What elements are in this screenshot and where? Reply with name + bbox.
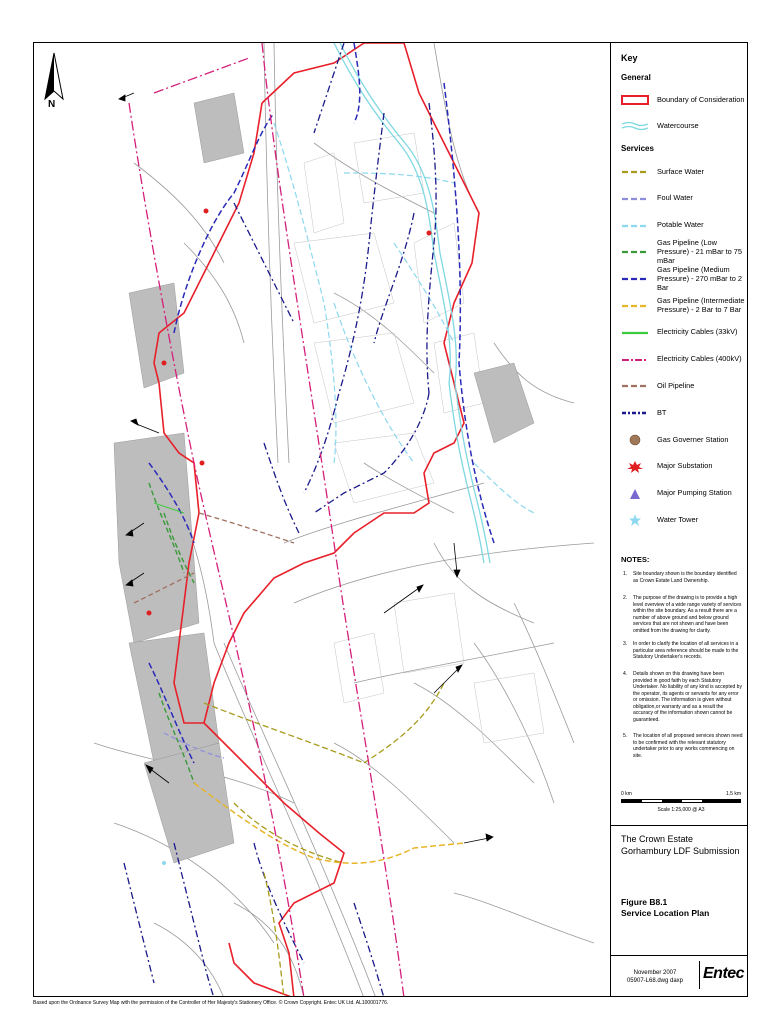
gas-governer-station-icon <box>621 433 649 445</box>
scale-bar-block <box>621 791 741 821</box>
notes-title: NOTES: <box>621 555 650 564</box>
field-boundaries <box>294 133 544 743</box>
legend-label: Major Substation <box>657 461 713 471</box>
gas-intermediate-pressure-line-icon <box>621 299 649 311</box>
scale-end-label: 1.5 km <box>725 791 741 797</box>
divider <box>611 825 747 826</box>
project-title: Gorhambury LDF Submission <box>621 846 740 856</box>
legend-label: Watercourse <box>657 120 699 130</box>
gas-medium-pressure-line-icon <box>621 272 649 284</box>
note-text: The location of all proposed services shown need to be confirmed with the relevant statutory undertaker prior to any works commencing on site. <box>633 733 743 759</box>
legend-label: Gas Pipeline (Intermediate Pressure) - 2 Bar to 7 Bar <box>657 296 745 314</box>
legend-item <box>621 213 746 237</box>
legend-item <box>621 320 746 344</box>
legend-item <box>621 507 746 531</box>
divider <box>611 955 747 956</box>
note-number: 4. <box>623 671 628 677</box>
map-area[interactable] <box>33 42 611 997</box>
surface-water-line-icon <box>621 165 649 177</box>
legend-label: Potable Water <box>657 220 704 230</box>
legend-label: BT <box>657 407 667 417</box>
legend-label: Electricity Cables (33kV) <box>657 327 738 337</box>
surface-water <box>204 683 444 997</box>
legend-item <box>621 373 746 397</box>
legend-label: Electricity Cables (400kV) <box>657 354 742 364</box>
note-number: 5. <box>623 733 628 739</box>
scale-segment <box>622 800 642 802</box>
watercourse <box>334 43 490 563</box>
legend-item <box>621 427 746 451</box>
legend-item <box>621 239 746 263</box>
note-text: Site boundary shown is the boundary identified as Crown Estate Land Ownership. <box>633 571 737 584</box>
gas-low-pressure-line-icon <box>621 245 649 257</box>
legend-item <box>621 481 746 505</box>
legend-label: Gas Pipeline (Low Pressure) - 21 mBar to 75 mBar <box>657 237 743 265</box>
legend-item <box>621 266 746 290</box>
service-location-map <box>34 43 611 997</box>
legend-label: Oil Pipeline <box>657 380 695 390</box>
key-title: Key <box>621 53 638 63</box>
north-label: N <box>48 99 56 110</box>
legend-label: Foul Water <box>657 193 693 203</box>
legend-item <box>621 293 746 317</box>
note-text: The purpose of the drawing is to provide a high level overview of a wide range variety of services within the site boundary. As a result there are a number of above ground and below ground services that are not shown and have been omitted from the drawing for clarity. <box>633 595 742 634</box>
legend-label: Gas Pipeline (Medium Pressure) - 270 mBar to 2 Bar <box>657 264 743 292</box>
scale-text: Scale 1:25,000 @ A3 <box>657 807 705 813</box>
major-substation-icon <box>621 460 649 472</box>
general-heading: General <box>621 73 651 82</box>
project-client: The Crown Estate <box>621 834 694 844</box>
electricity-400kv-line-icon <box>621 353 649 365</box>
major-pumping-station-icon <box>621 487 649 499</box>
scale-segment <box>662 800 682 802</box>
note-text: Details shown on this drawing have been provided in good faith by each Statutory Undertaker. No liability of any kind is accepted by the operator, its agents or servants for any error or omission. The information is given without obligation,or warranty and as a result the accuracy of the information shown cannot be guaranteed. <box>633 671 742 723</box>
legend-label: Boundary of Consideration <box>657 94 745 104</box>
drawing-date: November 2007 <box>633 970 677 976</box>
legend-item <box>621 347 746 371</box>
drawing-info <box>615 969 695 985</box>
oil-pipeline-line-icon <box>621 379 649 391</box>
figure-title: Service Location Plan <box>621 908 710 918</box>
potable-water-line-icon <box>621 219 649 231</box>
legend-panel <box>611 42 748 997</box>
boundary-line-icon <box>621 93 649 105</box>
gas-intermediate-pressure <box>194 783 464 863</box>
note-text: In order to clarify the location of all services in a particular area reference should be made to the Statutory Undertaker's records. <box>633 641 739 660</box>
electricity-33kv-line-icon <box>621 326 649 338</box>
legend-label: Gas Governer Station <box>657 434 729 444</box>
water-tower-icon <box>621 513 649 525</box>
scale-bar <box>621 799 741 803</box>
figure-number: Figure B8.1 <box>621 897 668 907</box>
bt-line-icon <box>621 406 649 418</box>
legend-label: Major Pumping Station <box>657 488 732 498</box>
foul-water-line-icon <box>621 192 649 204</box>
note-number: 3. <box>623 641 628 647</box>
note-number: 2. <box>623 595 628 601</box>
services-heading: Services <box>621 144 654 153</box>
legend-label: Water Tower <box>657 514 699 524</box>
watercourse-line-icon <box>621 119 649 131</box>
legend-item <box>621 113 746 137</box>
legend-item <box>621 159 746 183</box>
entec-logo: Entec <box>703 965 745 982</box>
legend-item <box>621 87 746 111</box>
drawing-reference: 05907-L68.dwg daxp <box>626 978 684 984</box>
scale-segment <box>702 800 740 802</box>
legend-item <box>621 400 746 424</box>
note-number: 1. <box>623 571 628 577</box>
legend-item <box>621 186 746 210</box>
scale-start-label: 0 km <box>621 791 632 797</box>
copyright-notice: Based upon the Ordnance Survey Map with the permission of the Controller of Her Majesty's Stationery Office. © Crown Copyright. Entec UK Ltd. AL100001776. <box>33 1000 389 1006</box>
legend-item <box>621 454 746 478</box>
legend-label: Surface Water <box>657 166 704 176</box>
